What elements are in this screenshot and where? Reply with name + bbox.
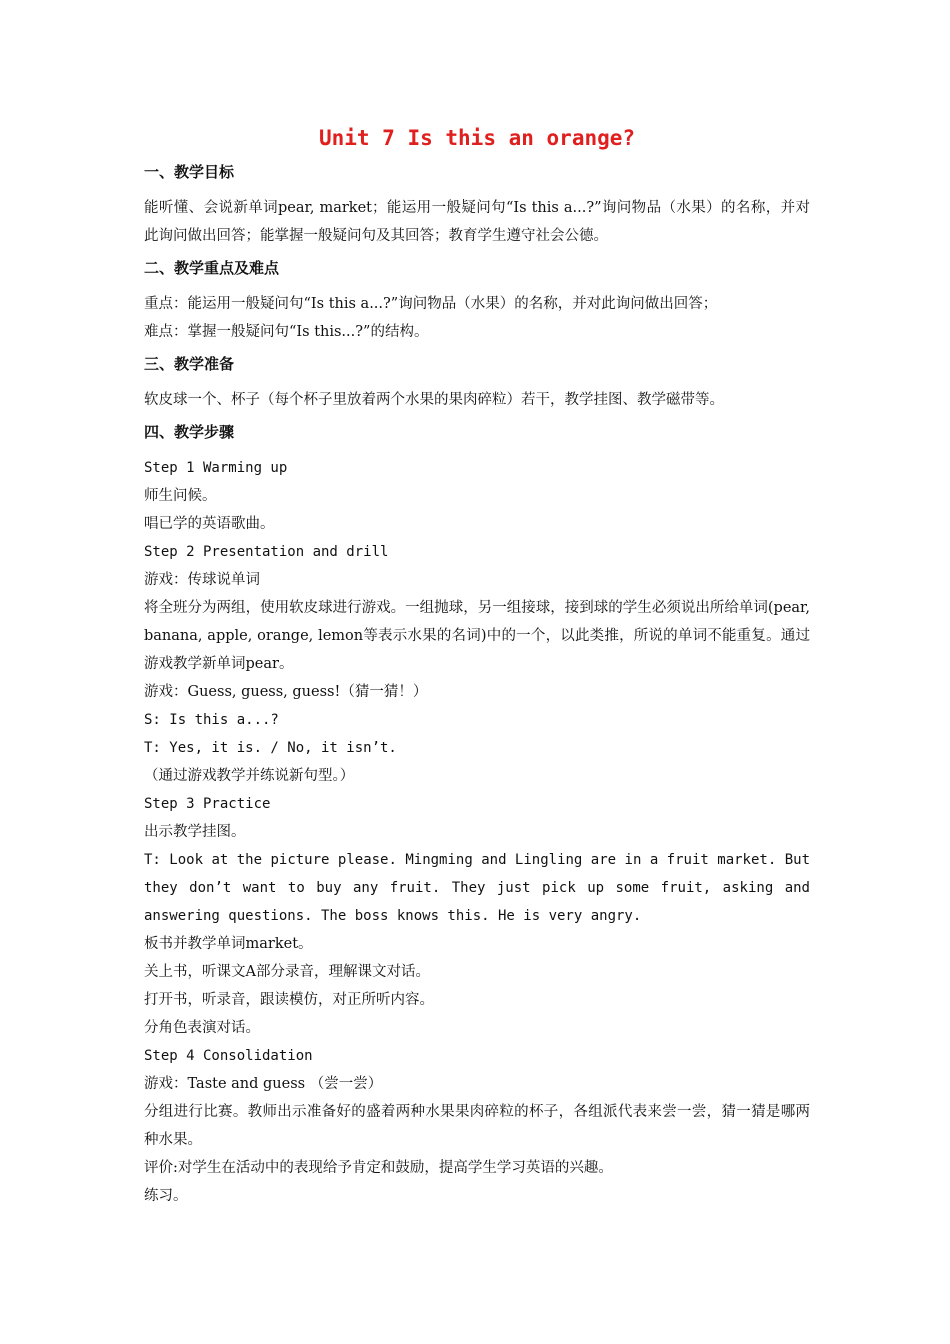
goals-text: 能听懂、会说新单词pear, market；能运用一般疑问句“Is this a...?”询问物品（水果）的名称，并对此询问做出回答；能掌握一般疑问句及其回答；教育学生遵守社会公德。 xyxy=(144,200,810,244)
step1-line: 师生问候。 xyxy=(144,488,217,504)
key-point-text: 重点：能运用一般疑问句“Is this a...?”询问物品（水果）的名称，并对此询问做出回答； xyxy=(144,296,718,312)
step2-game2: 游戏：Guess, guess, guess!（猜一猜！） xyxy=(144,684,428,700)
step3-line: 分角色表演对话。 xyxy=(144,1020,260,1036)
step2-student-line: S: Is this a...? xyxy=(144,712,279,728)
step2-title: Step 2 Presentation and drill xyxy=(144,544,389,560)
step3-title: Step 3 Practice xyxy=(144,796,271,812)
step1-title: Step 1 Warming up xyxy=(144,460,288,476)
step4-practice: 练习。 xyxy=(144,1188,188,1204)
step3-line: 打开书，听录音，跟读模仿，对正所听内容。 xyxy=(144,992,434,1008)
step4-evaluation: 评价:对学生在活动中的表现给予肯定和鼓励，提高学生学习英语的兴趣。 xyxy=(144,1160,613,1176)
difficulty-text: 难点：掌握一般疑问句“Is this...?”的结构。 xyxy=(144,324,429,340)
step3-teacher-speech: T: Look at the picture please. Mingming and Lingling are in a fruit market. But they don’t want to buy any fruit. They just pick up some fruit, asking and answering questions. The boss knows this. He is very angry. xyxy=(144,852,810,924)
section-heading-key-points: 二、教学重点及难点 xyxy=(144,259,280,277)
step2-note: （通过游戏教学并练说新句型。） xyxy=(144,768,355,784)
step2-teacher-line: T: Yes, it is. / No, it isn’t. xyxy=(144,740,397,756)
section-heading-goals: 一、教学目标 xyxy=(144,163,235,181)
step4-game: 游戏：Taste and guess （尝一尝） xyxy=(144,1076,383,1092)
document-page xyxy=(144,122,810,1210)
preparation-text: 软皮球一个、杯子（每个杯子里放着两个水果的果肉碎粒）若干，教学挂图、教学磁带等。 xyxy=(144,392,724,408)
step2-game1: 游戏：传球说单词 xyxy=(144,572,260,588)
document-title: Unit 7 Is this an orange? xyxy=(318,126,636,150)
step3-show: 出示教学挂图。 xyxy=(144,824,246,840)
section-heading-preparation: 三、教学准备 xyxy=(144,355,235,373)
step3-line: 关上书，听课文A部分录音，理解课文对话。 xyxy=(144,964,430,980)
step2-game1-desc: 将全班分为两组，使用软皮球进行游戏。一组抛球，另一组接球，接到球的学生必须说出所给单词(pear, banana, apple, orange, lemon等表示水果的名词)中的一个，以此类推，所说的单词不能重复。通过游戏教学新单词pear。 xyxy=(144,600,810,672)
step1-line: 唱已学的英语歌曲。 xyxy=(144,516,275,532)
step4-title: Step 4 Consolidation xyxy=(144,1048,313,1064)
step4-game-desc: 分组进行比赛。教师出示准备好的盛着两种水果果肉碎粒的杯子，各组派代表来尝一尝，猜一猜是哪两种水果。 xyxy=(144,1104,810,1148)
section-heading-steps: 四、教学步骤 xyxy=(144,423,235,441)
step3-line: 板书并教学单词market。 xyxy=(144,936,313,952)
